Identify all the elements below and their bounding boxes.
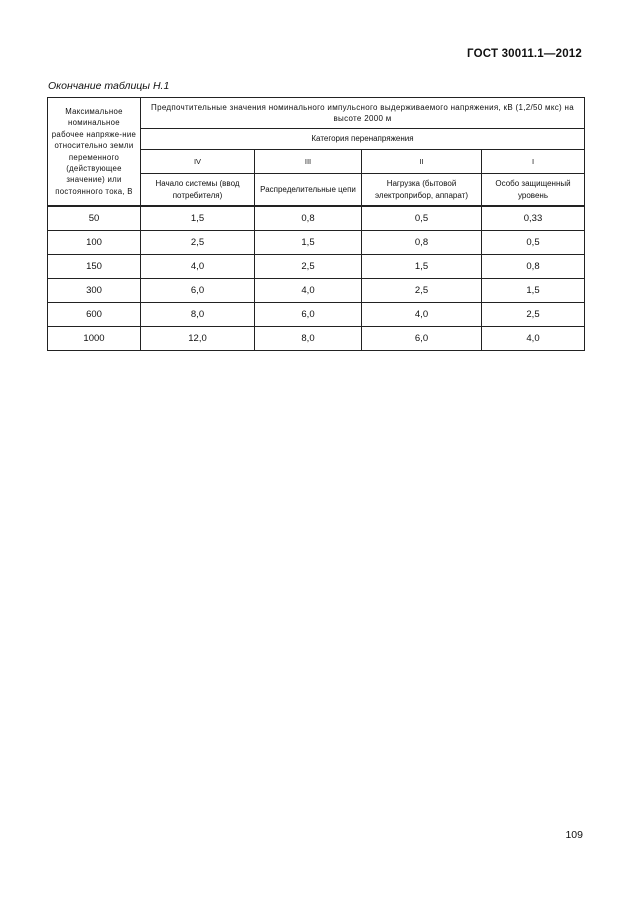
category-roman-cell: II bbox=[362, 150, 482, 174]
table-row bbox=[48, 231, 585, 255]
value-cell: 2,5 bbox=[482, 303, 585, 327]
voltage-table bbox=[47, 97, 585, 351]
table-row bbox=[48, 255, 585, 279]
category-header-cell: Категория перенапряжения bbox=[141, 129, 585, 150]
table-row bbox=[48, 206, 585, 231]
value-cell: 2,5 bbox=[362, 279, 482, 303]
category-roman-cell: IV bbox=[141, 150, 255, 174]
table-row bbox=[48, 327, 585, 351]
voltage-cell: 300 bbox=[48, 279, 141, 303]
value-cell: 0,33 bbox=[482, 206, 585, 231]
category-desc-cell: Нагрузка (бытовой электроприбор, аппарат) bbox=[362, 174, 482, 207]
standard-code: ГОСТ 30011.1—2012 bbox=[467, 48, 582, 60]
voltage-cell: 1000 bbox=[48, 327, 141, 351]
table-caption: Окончание таблицы Н.1 bbox=[48, 80, 170, 92]
value-cell: 8,0 bbox=[255, 327, 362, 351]
value-cell: 6,0 bbox=[141, 279, 255, 303]
table-row bbox=[48, 303, 585, 327]
voltage-cell: 50 bbox=[48, 206, 141, 231]
value-cell: 2,5 bbox=[141, 231, 255, 255]
value-cell: 2,5 bbox=[255, 255, 362, 279]
value-cell: 1,5 bbox=[255, 231, 362, 255]
voltage-cell: 150 bbox=[48, 255, 141, 279]
value-cell: 0,8 bbox=[362, 231, 482, 255]
value-cell: 0,5 bbox=[362, 206, 482, 231]
value-cell: 0,8 bbox=[482, 255, 585, 279]
category-roman-cell: I bbox=[482, 150, 585, 174]
value-cell: 1,5 bbox=[482, 279, 585, 303]
voltage-cell: 600 bbox=[48, 303, 141, 327]
value-cell: 4,0 bbox=[482, 327, 585, 351]
value-cell: 0,5 bbox=[482, 231, 585, 255]
value-cell: 6,0 bbox=[255, 303, 362, 327]
main-header-cell: Предпочтительные значения номинального импульсного выдерживаемого напряжения, кВ (1,2/50 мкс) на высоте 2000 м bbox=[141, 98, 585, 129]
value-cell: 4,0 bbox=[141, 255, 255, 279]
value-cell: 4,0 bbox=[362, 303, 482, 327]
category-desc-cell: Начало системы (ввод потребителя) bbox=[141, 174, 255, 207]
value-cell: 1,5 bbox=[141, 206, 255, 231]
table-row bbox=[48, 279, 585, 303]
category-desc-cell: Распределительные цепи bbox=[255, 174, 362, 207]
category-desc-cell: Особо защищенный уровень bbox=[482, 174, 585, 207]
page-number: 109 bbox=[565, 829, 583, 841]
value-cell: 0,8 bbox=[255, 206, 362, 231]
value-cell: 8,0 bbox=[141, 303, 255, 327]
value-cell: 12,0 bbox=[141, 327, 255, 351]
voltage-cell: 100 bbox=[48, 231, 141, 255]
value-cell: 4,0 bbox=[255, 279, 362, 303]
value-cell: 6,0 bbox=[362, 327, 482, 351]
value-cell: 1,5 bbox=[362, 255, 482, 279]
row-header-cell: Максимальное номинальное рабочее напряже-ние относительно земли переменного (действующее значение) или постоянного тока, В bbox=[48, 98, 141, 207]
category-roman-cell: III bbox=[255, 150, 362, 174]
